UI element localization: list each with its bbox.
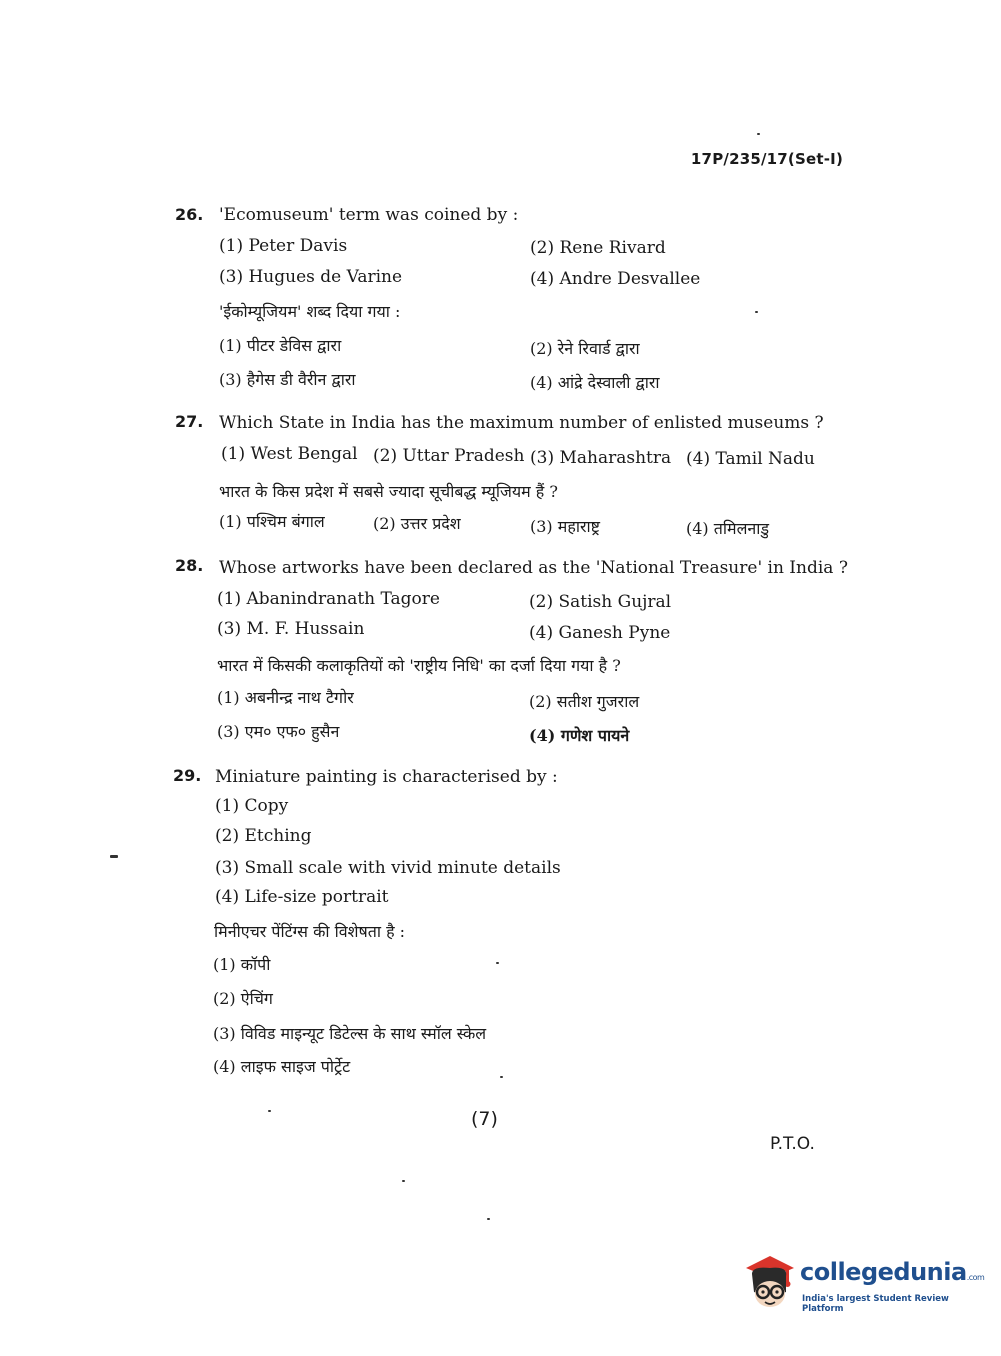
option: (3) महाराष्ट्र (530, 517, 600, 536)
scan-speck (402, 1180, 405, 1182)
collegedunia-logo (742, 1252, 985, 1314)
option: (4) लाइफ साइज पोर्ट्रेट (213, 1057, 351, 1076)
question-text-en: 'Ecomuseum' term was coined by : (219, 205, 519, 225)
mascot-icon (742, 1252, 798, 1312)
option: (2) Etching (215, 826, 312, 846)
option: (4) Life-size portrait (215, 887, 389, 907)
option: (1) पश्चिम बंगाल (219, 512, 325, 531)
pto-label: P.T.O. (770, 1134, 815, 1154)
option: (1) Peter Davis (219, 236, 348, 256)
option: (2) Uttar Pradesh (373, 446, 525, 466)
logo-wordmark: collegedunia.com (800, 1258, 985, 1286)
scan-speck (496, 962, 499, 964)
option: (3) हैगेस डी वैरीन द्वारा (219, 370, 356, 389)
question-text-hi: 'ईकोम्यूजियम' शब्द दिया गया : (219, 302, 401, 321)
option: (4) आंद्रे देस्वाली द्वारा (530, 373, 660, 392)
logo-tagline: India's largest Student Review Platform (802, 1294, 949, 1314)
option: (2) सतीश गुजराल (529, 692, 640, 711)
question-number: 26. (175, 205, 204, 224)
option: (4) Tamil Nadu (686, 449, 815, 469)
paper-code: 17P/235/17(Set-I) (690, 150, 843, 168)
option: (3) Maharashtra (530, 448, 672, 468)
page-number: (7) (471, 1108, 498, 1130)
scan-speck (500, 1076, 503, 1078)
option: (1) Abanindranath Tagore (217, 589, 440, 609)
question-number: 29. (173, 766, 202, 785)
option: (2) उत्तर प्रदेश (373, 514, 461, 533)
question-text-en: Miniature painting is characterised by : (215, 767, 558, 787)
question-text-hi: भारत के किस प्रदेश में सबसे ज्यादा सूचीबद्ध म्यूजियम हैं ? (219, 482, 558, 501)
question-text-en: Which State in India has the maximum number of enlisted museums ? (219, 413, 824, 433)
option: (1) West Bengal (221, 444, 358, 464)
scan-speck (110, 855, 118, 858)
option: (3) Small scale with vivid minute details (215, 858, 561, 878)
option: (1) पीटर डेविस द्वारा (219, 336, 342, 355)
option: (3) M. F. Hussain (217, 619, 365, 639)
option: (4) तमिलनाडु (686, 519, 770, 538)
option: (4) Ganesh Pyne (529, 623, 671, 643)
scan-speck (757, 133, 760, 135)
option: (1) Copy (215, 796, 289, 816)
option: (2) Satish Gujral (529, 592, 672, 612)
option: (2) रेने रिवार्ड द्वारा (530, 339, 640, 358)
scan-speck (487, 1218, 490, 1220)
option: (4) गणेश पायने (529, 726, 630, 745)
question-text-en: Whose artworks have been declared as the 'National Treasure' in India ? (219, 558, 848, 578)
option: (3) विविड माइन्यूट डिटेल्स के साथ स्मॉल स्केल (213, 1024, 487, 1043)
option: (3) Hugues de Varine (219, 267, 403, 287)
question-text-hi: भारत में किसकी कलाकृतियों को 'राष्ट्रीय निधि' का दर्जा दिया गया है ? (217, 656, 621, 675)
question-number: 28. (175, 556, 204, 575)
option: (2) ऐचिंग (213, 989, 273, 1008)
option: (3) एम० एफ० हुसैन (217, 722, 340, 741)
option: (1) कॉपी (213, 955, 271, 974)
option: (2) Rene Rivard (530, 238, 666, 258)
question-number: 27. (175, 412, 204, 431)
scan-speck (268, 1110, 271, 1112)
question-text-hi: मिनीएचर पेंटिंग्स की विशेषता है : (214, 922, 406, 941)
option: (1) अबनीन्द्र नाथ टैगोर (217, 688, 354, 707)
option: (4) Andre Desvallee (530, 269, 701, 289)
scan-speck (755, 311, 758, 313)
